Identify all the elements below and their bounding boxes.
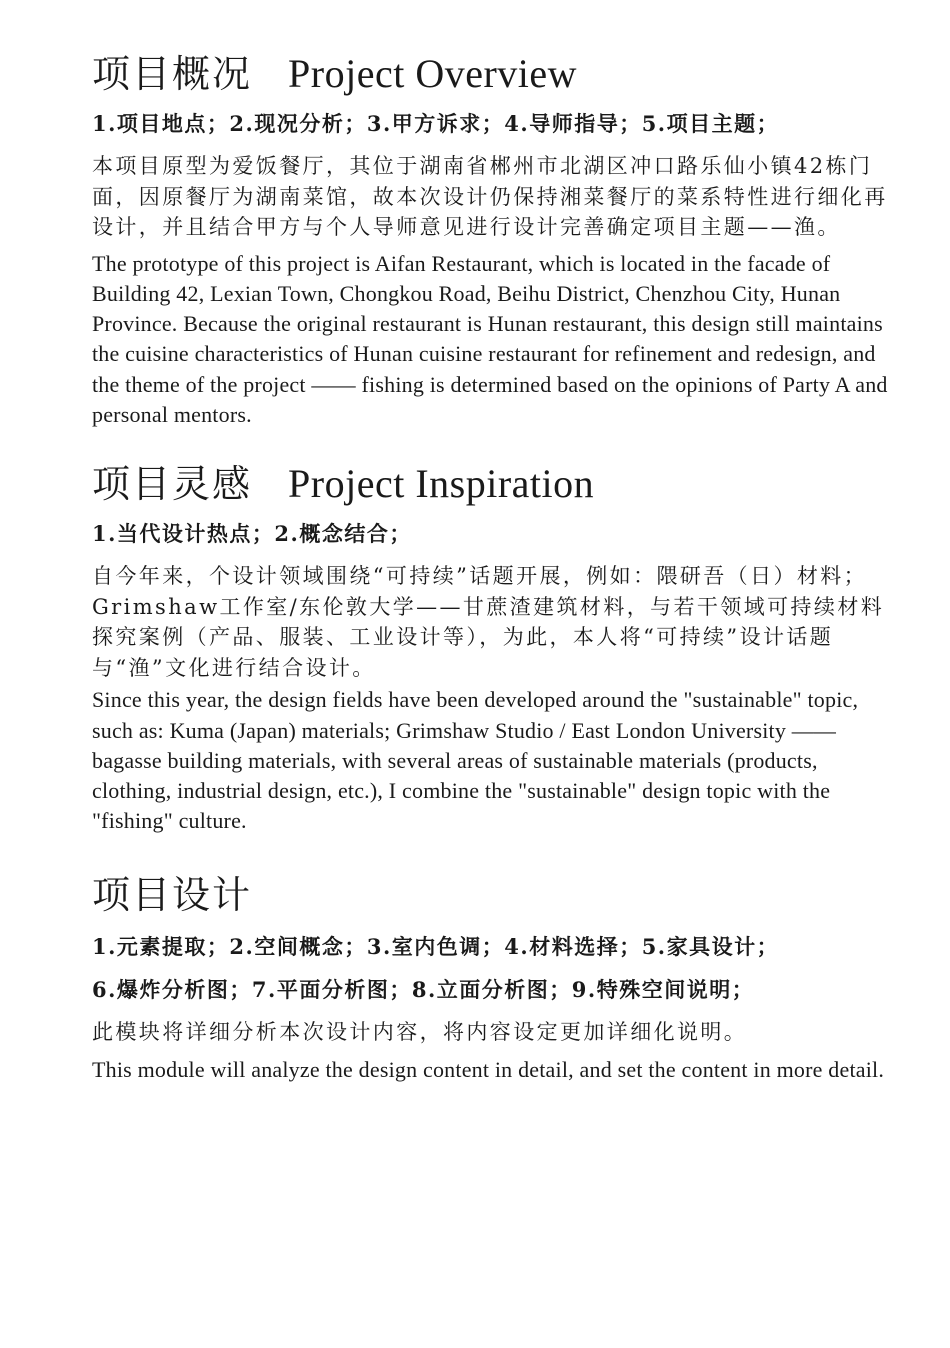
heading-cn: 项目概况	[92, 52, 253, 96]
topic-list-line-2: 6.爆炸分析图；7.平面分析图；8.立面分析图；9.特殊空间说明；	[92, 976, 755, 1002]
topic-list: 1.当代设计热点；2.概念结合；	[92, 521, 412, 547]
section-heading	[92, 458, 892, 510]
paragraph-en: Since this year, the design fields have been developed around the "sustainable" topic, such as: Kuma (Japan) materials; Grimshaw Studio / East London University —— bagasse building materials, with several areas of sustainable materials (products, clothing, industrial design, etc.), I combine the "sustainable" design topic with the "fishing" culture.	[92, 687, 859, 834]
topic-list-line-1: 1.元素提取；2.空间概念；3.室内色调；4.材料选择；5.家具设计；	[92, 933, 780, 959]
project-inspiration-section	[92, 458, 892, 836]
paragraph-cn: 此模块将详细分析本次设计内容，将内容设定更加详细化说明。	[92, 1019, 748, 1044]
project-overview-section	[92, 48, 892, 430]
paragraph-en: This module will analyze the design content in detail, and set the content in more detail.	[92, 1057, 885, 1083]
heading-cn: 项目灵感	[92, 462, 253, 507]
topic-list: 1.项目地点；2.现况分析；3.甲方诉求；4.导师指导；5.项目主题；	[92, 111, 780, 136]
heading-en: Project Inspiration	[288, 461, 595, 507]
paragraph-cn: 自今年来，个设计领域围绕“可持续”话题开展，例如：隈研吾（日）材料；Grimshaw工作室/东伦敦大学——甘蔗渣建筑材料，与若干领域可持续材料探究案例（产品、服装、工业设计等），为此，本人将“可持续”设计话题与“渔”文化进行结合设计。	[92, 564, 885, 680]
project-design-section	[92, 869, 892, 1086]
paragraph-cn: 本项目原型为爱饭餐厅，其位于湖南省郴州市北湖区冲口路乐仙小镇42栋门面，因原餐厅为湖南菜馆，故本次设计仍保持湘菜餐厅的菜系特性进行细化再设计，并且结合甲方与个人导师意见进行设计完善确定项目主题——渔。	[92, 154, 888, 239]
heading-cn: 项目设计	[92, 872, 253, 917]
section-heading	[92, 869, 892, 921]
document-page	[92, 48, 892, 1086]
heading-en: Project Overview	[288, 51, 578, 96]
paragraph-en: The prototype of this project is Aifan Restaurant, which is located in the facade of Building 42, Lexian Town, Chongkou Road, Beihu District, Chenzhou City, Hunan Province. Because the original restaurant is Hunan restaurant, this design still maintains the cuisine characteristics of Hunan cuisine restaurant for refinement and redesign, and the theme of the project —— fishing is determined based on the opinions of Party A and personal mentors.	[92, 250, 888, 427]
section-heading	[92, 48, 892, 100]
